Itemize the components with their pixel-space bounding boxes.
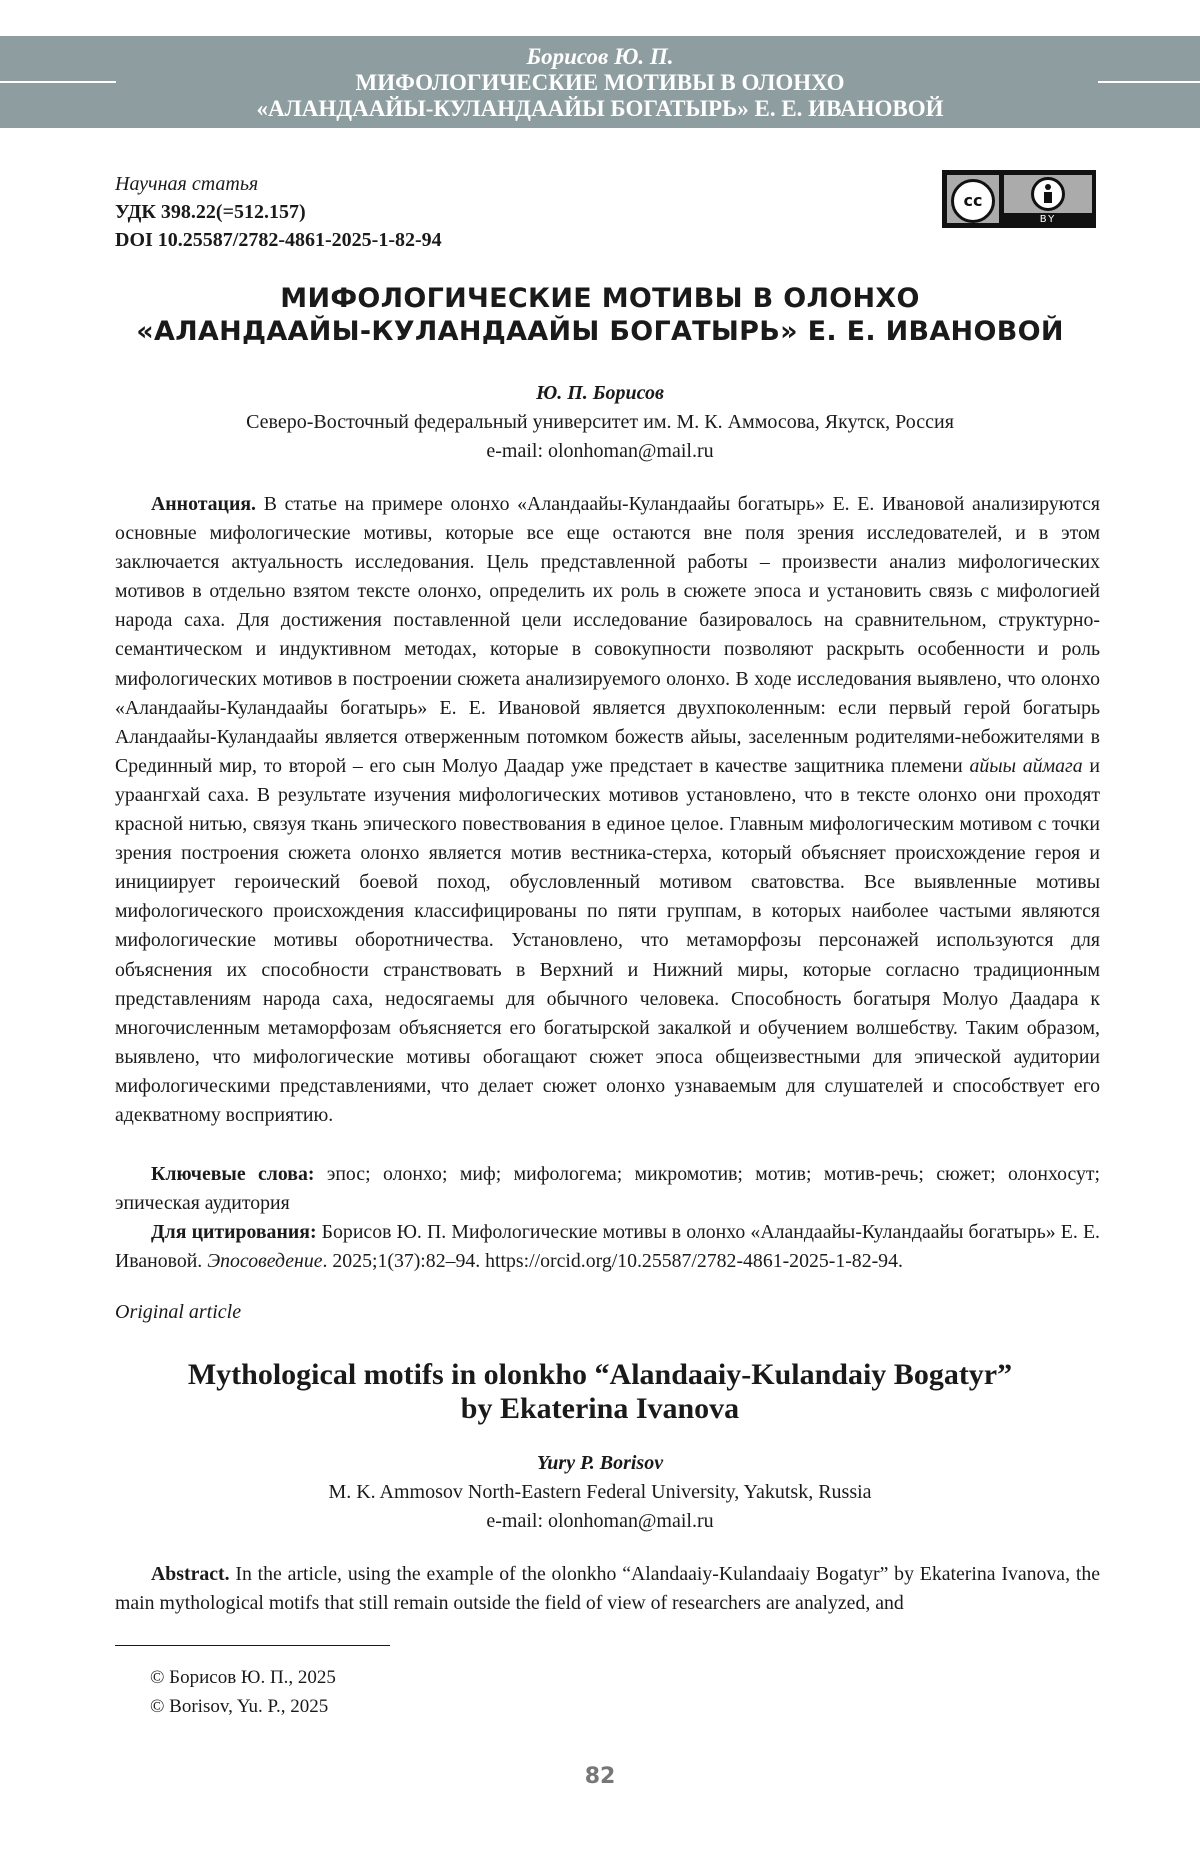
keywords-ru-label: Ключевые слова:	[151, 1163, 315, 1185]
citation-ru-text-2: . 2025;1(37):82–94. https://orcid.org/10.25587/2782-4861-2025-1-82-94.	[322, 1250, 903, 1273]
abstract-ru-italic-term: айыы аймага	[969, 754, 1083, 777]
cc-by-license-badge[interactable]	[942, 170, 1096, 228]
citation-ru-label: Для цитирования:	[151, 1221, 317, 1243]
abstract-ru	[115, 490, 1100, 1130]
author-en: Yury P. Borisov	[536, 1452, 664, 1474]
cc-badge-left-panel	[947, 175, 999, 223]
footnote-rule	[115, 1645, 390, 1646]
doi: DOI 10.25587/2782-4861-2025-1-82-94	[115, 229, 442, 251]
title-en	[0, 1358, 1200, 1426]
abstract-en-label: Abstract.	[151, 1563, 230, 1585]
person-head	[1045, 184, 1051, 190]
cc-logo-icon: cc	[951, 179, 995, 223]
by-label: BY	[1039, 214, 1057, 225]
citation-ru-text-1: Борисов Ю. П. Мифологические мотивы в олонхо «Аландаайы-Куландаайы богатырь» Е. Е. Ивановой.	[115, 1221, 1100, 1273]
citation-ru	[115, 1218, 1100, 1276]
citation-ru-journal: Эпосоведение	[207, 1250, 323, 1273]
author-ru: Ю. П. Борисов	[536, 382, 664, 404]
running-header-title-line2: «АЛАНДААЙЫ-КУЛАНДААЙЫ БОГАТЫРЬ» Е. Е. ИВАНОВОЙ	[256, 96, 944, 121]
title-en-line2: by Ekaterina Ivanova	[460, 1392, 740, 1425]
abstract-ru-label: Аннотация.	[151, 493, 257, 515]
attribution-person-icon	[1031, 177, 1065, 211]
email-en: e-mail: olonhoman@mail.ru	[486, 1510, 714, 1532]
abstract-en	[115, 1560, 1100, 1618]
abstract-ru-text-2: и ураангхай саха. В результате изучения мифологических мотивов установлено, что в тексте олонхо они проходят красной нитью, связуя ткань эпического повествования в единое целое. Главным мифологическим мотивом с точки зрения построения сюжета олонхо является мотив вестника-стерха, который объясняет происхождение героя и инициирует героический боевой поход, обусловленный мотивом сватовства. Все выявленные мотивы мифологического происхождения классифицированы по пяти группам, в которых наиболее частыми являются мифологические мотивы оборотничества. Установлено, что метаморфозы персонажей используются для объяснения их способности странствовать в Верхний и Нижний миры, которые согласно традиционным представлениям народа саха, недосягаемы для обычного человека. Способность богатыря Молуо Даадара к многочисленным метаморфозам объясняется его богатырской закалкой и обучением волшебству. Таким образом, выявлено, что мифологические мотивы обогащают сюжет эпоса общеизвестными для эпической аудитории мифологическими представлениями, что делает сюжет олонхо узнаваемым для слушателей и способствует его адекватному восприятию.	[115, 754, 1100, 1126]
abstract-ru-text-1: В статье на примере олонхо «Аландаайы-Куландаайы богатырь» Е. Е. Ивановой анализируются основные мифологические мотивы, которые все еще остаются вне поля зрения исследователей, и в этом заключается актуальность исследования. Цель представленной работы – произвести анализ мифологических мотивов в отдельно взятом тексте олонхо, определить их роль в сюжете эпоса и установить связь с мифологией народа саха. Для достижения поставленной цели исследование базировалось на сравнительном, структурно-семантическом и индуктивном методах, которые в совокупности позволяют раскрыть особенности и роль мифологических мотивов в построении сюжета анализируемого олонхо. В ходе исследования выявлено, что олонхо «Аландаайы-Куландаайы богатырь» Е. Е. Ивановой является двухпоколенным: если первый герой богатырь Аландаайы-Куландаайы является отверженным потомком божеств айыы, заселенным родителями-небожителями в Срединный мир, то второй – его сын Молуо Даадар уже предстает в качестве защитника племени	[115, 493, 1100, 777]
article-meta	[115, 170, 442, 254]
affiliation-ru: Северо-Восточный федеральный университет им. М. К. Аммосова, Якутск, Россия	[246, 411, 954, 433]
person-body	[1044, 192, 1052, 203]
udk-code: УДК 398.22(=512.157)	[115, 201, 306, 223]
affiliation-en: M. K. Ammosov North-Eastern Federal University, Yakutsk, Russia	[328, 1481, 872, 1503]
keywords-ru-text: эпос; олонхо; миф; мифологема; микромотив; мотив; мотив-речь; сюжет; олонхосут; эпическая аудитория	[115, 1163, 1101, 1215]
running-header-title-line1: МИФОЛОГИЧЕСКИЕ МОТИВЫ В ОЛОНХО	[355, 70, 845, 95]
article-type-en: Original article	[115, 1301, 242, 1323]
running-header	[0, 44, 1200, 122]
title-ru	[0, 282, 1200, 348]
keywords-ru	[115, 1160, 1100, 1218]
running-header-author: Борисов Ю. П.	[526, 44, 674, 69]
page-number: 82	[584, 1764, 616, 1789]
title-ru-line2: «АЛАНДААЙЫ-КУЛАНДААЙЫ БОГАТЫРЬ» Е. Е. ИВАНОВОЙ	[136, 316, 1064, 347]
abstract-en-text: In the article, using the example of the olonkho “Alandaaiy-Kulandaaiy Bogatyr” by Ekaterina Ivanova, the main mythological motifs that still remain outside the field of view of researchers are analyzed, and	[115, 1563, 1100, 1615]
email-ru: e-mail: olonhoman@mail.ru	[486, 440, 714, 462]
copyright-en: © Borisov, Yu. P., 2025	[150, 1696, 329, 1717]
copyright-ru: © Борисов Ю. П., 2025	[150, 1667, 336, 1688]
article-type: Научная статья	[115, 173, 259, 195]
title-ru-line1: МИФОЛОГИЧЕСКИЕ МОТИВЫ В ОЛОНХО	[280, 283, 920, 314]
title-en-line1: Mythological motifs in olonkho “Alandaaiy-Kulandaiy Bogatyr”	[187, 1358, 1013, 1391]
cc-badge-right-panel	[1004, 175, 1092, 213]
